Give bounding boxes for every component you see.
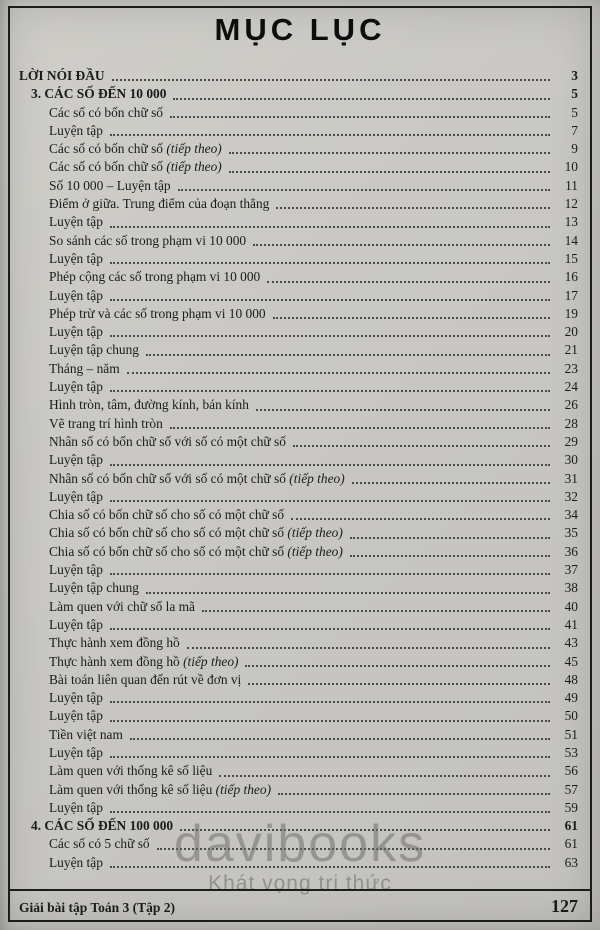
- toc-entry: [19, 707, 578, 725]
- toc-entry-label: Nhân số có bốn chữ số với số có một chữ số: [49, 433, 286, 449]
- toc-entry: [19, 323, 578, 341]
- toc-entry-page: 19: [564, 305, 578, 321]
- toc-entry-page: 53: [564, 744, 578, 760]
- dot-leader: [229, 158, 550, 172]
- toc-entry-page: 48: [564, 671, 578, 687]
- toc-entry-label: 3. CÁC SỐ ĐẾN 10 000: [31, 86, 167, 102]
- toc-entry-page: 51: [564, 726, 578, 742]
- toc-entry-label: Chia số có bốn chữ số cho số có một chữ số (tiếp theo): [49, 543, 343, 559]
- footer-book-title: Giải bài tập Toán 3 (Tập 2): [19, 900, 176, 915]
- toc-entry-label: Phép trừ và các số trong phạm vi 10 000: [49, 305, 266, 321]
- toc-entry-page: 56: [564, 763, 578, 779]
- toc-entry: [19, 287, 578, 305]
- toc-entry-label: Luyện tập: [49, 250, 103, 266]
- toc-entry-page: 7: [571, 122, 578, 138]
- toc-entry-page: 17: [564, 287, 578, 303]
- toc-entry-label: Làm quen với thống kê số liệu (tiếp theo): [49, 781, 272, 797]
- toc-entry-page: 12: [564, 196, 578, 212]
- toc-entry-label: Luyện tập: [49, 854, 103, 870]
- dot-leader: [178, 177, 550, 191]
- toc-entry-label: Các số có bốn chữ số: [49, 104, 163, 120]
- toc-entry-label: Luyện tập: [49, 616, 103, 632]
- toc-entry-label: Các số có bốn chữ số (tiếp theo): [49, 141, 222, 157]
- toc-entry-label: Làm quen với chữ số la mã: [49, 598, 195, 614]
- toc-entry-page: 5: [571, 104, 578, 120]
- toc-entry: [19, 488, 578, 506]
- dot-leader: [273, 305, 550, 319]
- toc-entry: [19, 671, 578, 689]
- toc-entry-page: 59: [564, 799, 578, 815]
- toc-entry-label: Nhân số có bốn chữ số với số có một chữ số (tiếp theo): [49, 470, 345, 486]
- dot-leader: [110, 488, 550, 502]
- toc-entry: [19, 726, 578, 744]
- dot-leader: [170, 415, 550, 429]
- dot-leader: [112, 67, 550, 81]
- toc-entry: [19, 689, 578, 707]
- toc-entry-page: 9: [571, 141, 578, 157]
- dot-leader: [248, 671, 550, 685]
- footer-page-number: 127: [551, 896, 578, 916]
- dot-leader: [110, 213, 550, 227]
- toc-entry: [19, 213, 578, 231]
- toc-entry-label: Luyện tập: [49, 379, 103, 395]
- toc-entry-page: 10: [564, 159, 578, 175]
- toc-entry-label: Luyện tập: [49, 452, 103, 468]
- toc-entry-label: Luyện tập: [49, 744, 103, 760]
- toc-entry: [19, 433, 578, 451]
- toc-entry: [19, 653, 578, 671]
- toc-entry: [19, 360, 578, 378]
- toc-entry-page: 57: [564, 781, 578, 797]
- toc-entry-page: 5: [571, 86, 578, 102]
- toc-entry: [19, 140, 578, 158]
- toc-entry: [19, 158, 578, 176]
- dot-leader: [146, 579, 550, 593]
- toc-entry: [19, 744, 578, 762]
- toc-entry-page: 40: [564, 598, 578, 614]
- dot-leader: [127, 360, 550, 374]
- toc-entry: [19, 561, 578, 579]
- toc-entry-page: 24: [564, 379, 578, 395]
- toc-entry-page: 38: [564, 580, 578, 596]
- dot-leader: [276, 195, 550, 209]
- toc-entry-label: Thực hành xem đồng hồ: [49, 635, 180, 651]
- toc-entry: [19, 543, 578, 561]
- toc-entry-label: Hình tròn, tâm, đường kính, bán kính: [49, 397, 249, 413]
- toc-entry-page: 45: [564, 653, 578, 669]
- dot-leader: [267, 268, 550, 282]
- toc-entry-page: 31: [564, 470, 578, 486]
- dot-leader: [293, 433, 550, 447]
- dot-leader: [130, 726, 550, 740]
- toc-entry-page: 28: [564, 415, 578, 431]
- toc-entry-page: 15: [564, 250, 578, 266]
- toc-entry-label: Luyện tập chung: [49, 580, 139, 596]
- toc-entry-label: Thực hành xem đồng hồ (tiếp theo): [49, 653, 239, 669]
- toc-entry-page: 34: [564, 507, 578, 523]
- dot-leader: [146, 341, 550, 355]
- page-footer: [19, 896, 578, 917]
- toc-entry: [19, 85, 578, 103]
- dot-leader: [110, 854, 550, 868]
- toc-entry: [19, 122, 578, 140]
- toc-entry-label: Vẽ trang trí hình tròn: [49, 415, 163, 431]
- dot-leader: [110, 689, 550, 703]
- dot-leader: [110, 378, 550, 392]
- toc-entry: [19, 598, 578, 616]
- toc-entry-page: 11: [565, 177, 578, 193]
- toc-entry-page: 37: [564, 562, 578, 578]
- toc-entry-label: Làm quen với thống kê số liệu: [49, 763, 213, 779]
- watermark-logo-text: davibooks: [173, 815, 427, 873]
- toc-entry-page: 43: [564, 635, 578, 651]
- watermark-slogan: Khát vọng tri thức: [208, 872, 392, 895]
- toc-entry: [19, 378, 578, 396]
- dot-leader: [110, 287, 550, 301]
- toc-entry-label: Tháng – năm: [49, 360, 120, 376]
- toc-entry-page: 36: [564, 543, 578, 559]
- toc-entry-label: Chia số có bốn chữ số cho số có một chữ số (tiếp theo): [49, 525, 343, 541]
- toc-entry-label: Chia số có bốn chữ số cho số có một chữ số: [49, 507, 285, 523]
- toc-entry: [19, 524, 578, 542]
- dot-leader: [110, 799, 550, 813]
- dot-leader: [350, 543, 550, 557]
- toc-entry-page: 21: [564, 342, 578, 358]
- toc-entry-page: 16: [564, 269, 578, 285]
- toc-entry-label: Luyện tập: [49, 799, 103, 815]
- dot-leader: [110, 323, 550, 337]
- toc-entry-label: Luyện tập chung: [49, 342, 139, 358]
- toc-entry-page: 50: [564, 708, 578, 724]
- toc-entry-page: 63: [564, 854, 578, 870]
- dot-leader: [110, 616, 550, 630]
- toc-entry: [19, 616, 578, 634]
- dot-leader: [229, 140, 550, 154]
- toc-entry-page: 14: [564, 232, 578, 248]
- toc-entry: [19, 396, 578, 414]
- toc-entry-page: 61: [564, 836, 578, 852]
- dot-leader: [110, 561, 550, 575]
- dot-leader: [187, 634, 550, 648]
- toc-entry-label: Tiền việt nam: [49, 726, 123, 742]
- toc-entry: [19, 506, 578, 524]
- toc-entry-page: 32: [564, 488, 578, 504]
- toc-entry: [19, 195, 578, 213]
- toc-entry: [19, 799, 578, 817]
- toc-entry-label: So sánh các số trong phạm vi 10 000: [49, 232, 247, 248]
- toc-entry: [19, 232, 578, 250]
- toc-entry-label: Luyện tập: [49, 122, 103, 138]
- toc-entry-label: Số 10 000 – Luyện tập: [49, 177, 171, 193]
- toc-entry-page: 26: [564, 397, 578, 413]
- toc-list: [19, 67, 578, 872]
- dot-leader: [110, 122, 550, 136]
- toc-entry: [19, 415, 578, 433]
- toc-entry-label: Luyện tập: [49, 690, 103, 706]
- dot-leader: [278, 781, 550, 795]
- dot-leader: [170, 104, 550, 118]
- toc-entry-label: Luyện tập: [49, 324, 103, 340]
- dot-leader: [157, 835, 550, 849]
- toc-entry-label: Các số có 5 chữ số: [49, 836, 150, 852]
- toc-entry-page: 30: [564, 452, 578, 468]
- footer-divider: [8, 889, 592, 891]
- toc-entry: [19, 817, 578, 835]
- toc-entry: [19, 67, 578, 85]
- dot-leader: [110, 250, 550, 264]
- toc-entry-label: Phép cộng các số trong phạm vi 10 000: [49, 269, 261, 285]
- dot-leader: [110, 707, 550, 721]
- toc-entry-label: Các số có bốn chữ số (tiếp theo): [49, 159, 222, 175]
- toc-entry: [19, 451, 578, 469]
- toc-entry-label: Bài toán liên quan đến rút về đơn vị: [49, 671, 242, 687]
- toc-entry: [19, 470, 578, 488]
- dot-leader: [245, 653, 550, 667]
- toc-entry-label: Luyện tập: [49, 488, 103, 504]
- toc-entry-page: 23: [564, 360, 578, 376]
- toc-entry: [19, 835, 578, 853]
- toc-entry: [19, 854, 578, 872]
- toc-entry: [19, 268, 578, 286]
- toc-entry: [19, 177, 578, 195]
- toc-entry-page: 13: [564, 214, 578, 230]
- toc-entry-label: Luyện tập: [49, 562, 103, 578]
- toc-entry-label: 4. CÁC SỐ ĐẾN 100 000: [31, 818, 174, 834]
- dot-leader: [352, 470, 550, 484]
- toc-entry-page: 41: [564, 616, 578, 632]
- toc-entry-page: 20: [564, 324, 578, 340]
- toc-entry: [19, 634, 578, 652]
- dot-leader: [219, 762, 550, 776]
- toc-entry: [19, 104, 578, 122]
- toc-entry-page: 49: [564, 690, 578, 706]
- dot-leader: [173, 85, 550, 99]
- dot-leader: [180, 817, 550, 831]
- toc-entry: [19, 762, 578, 780]
- dot-leader: [350, 524, 550, 538]
- toc-entry-label: Điểm ở giữa. Trung điểm của đoạn thẳng: [49, 196, 270, 212]
- toc-entry-label: LỜI NÓI ĐẦU: [19, 68, 105, 83]
- toc-entry-page: 29: [564, 433, 578, 449]
- dot-leader: [110, 451, 550, 465]
- toc-entry-page: 3: [571, 68, 578, 83]
- page-title: MỤC LỤC: [214, 12, 386, 47]
- dot-leader: [253, 232, 550, 246]
- toc-entry-page: 61: [564, 818, 578, 834]
- dot-leader: [291, 506, 550, 520]
- toc-entry: [19, 781, 578, 799]
- dot-leader: [256, 396, 550, 410]
- toc-entry-label: Luyện tập: [49, 287, 103, 303]
- toc-entry: [19, 341, 578, 359]
- toc-entry: [19, 579, 578, 597]
- dot-leader: [202, 598, 550, 612]
- toc-entry: [19, 305, 578, 323]
- toc-entry-label: Luyện tập: [49, 214, 103, 230]
- dot-leader: [110, 744, 550, 758]
- toc-entry: [19, 250, 578, 268]
- toc-entry-label: Luyện tập: [49, 708, 103, 724]
- toc-entry-page: 35: [564, 525, 578, 541]
